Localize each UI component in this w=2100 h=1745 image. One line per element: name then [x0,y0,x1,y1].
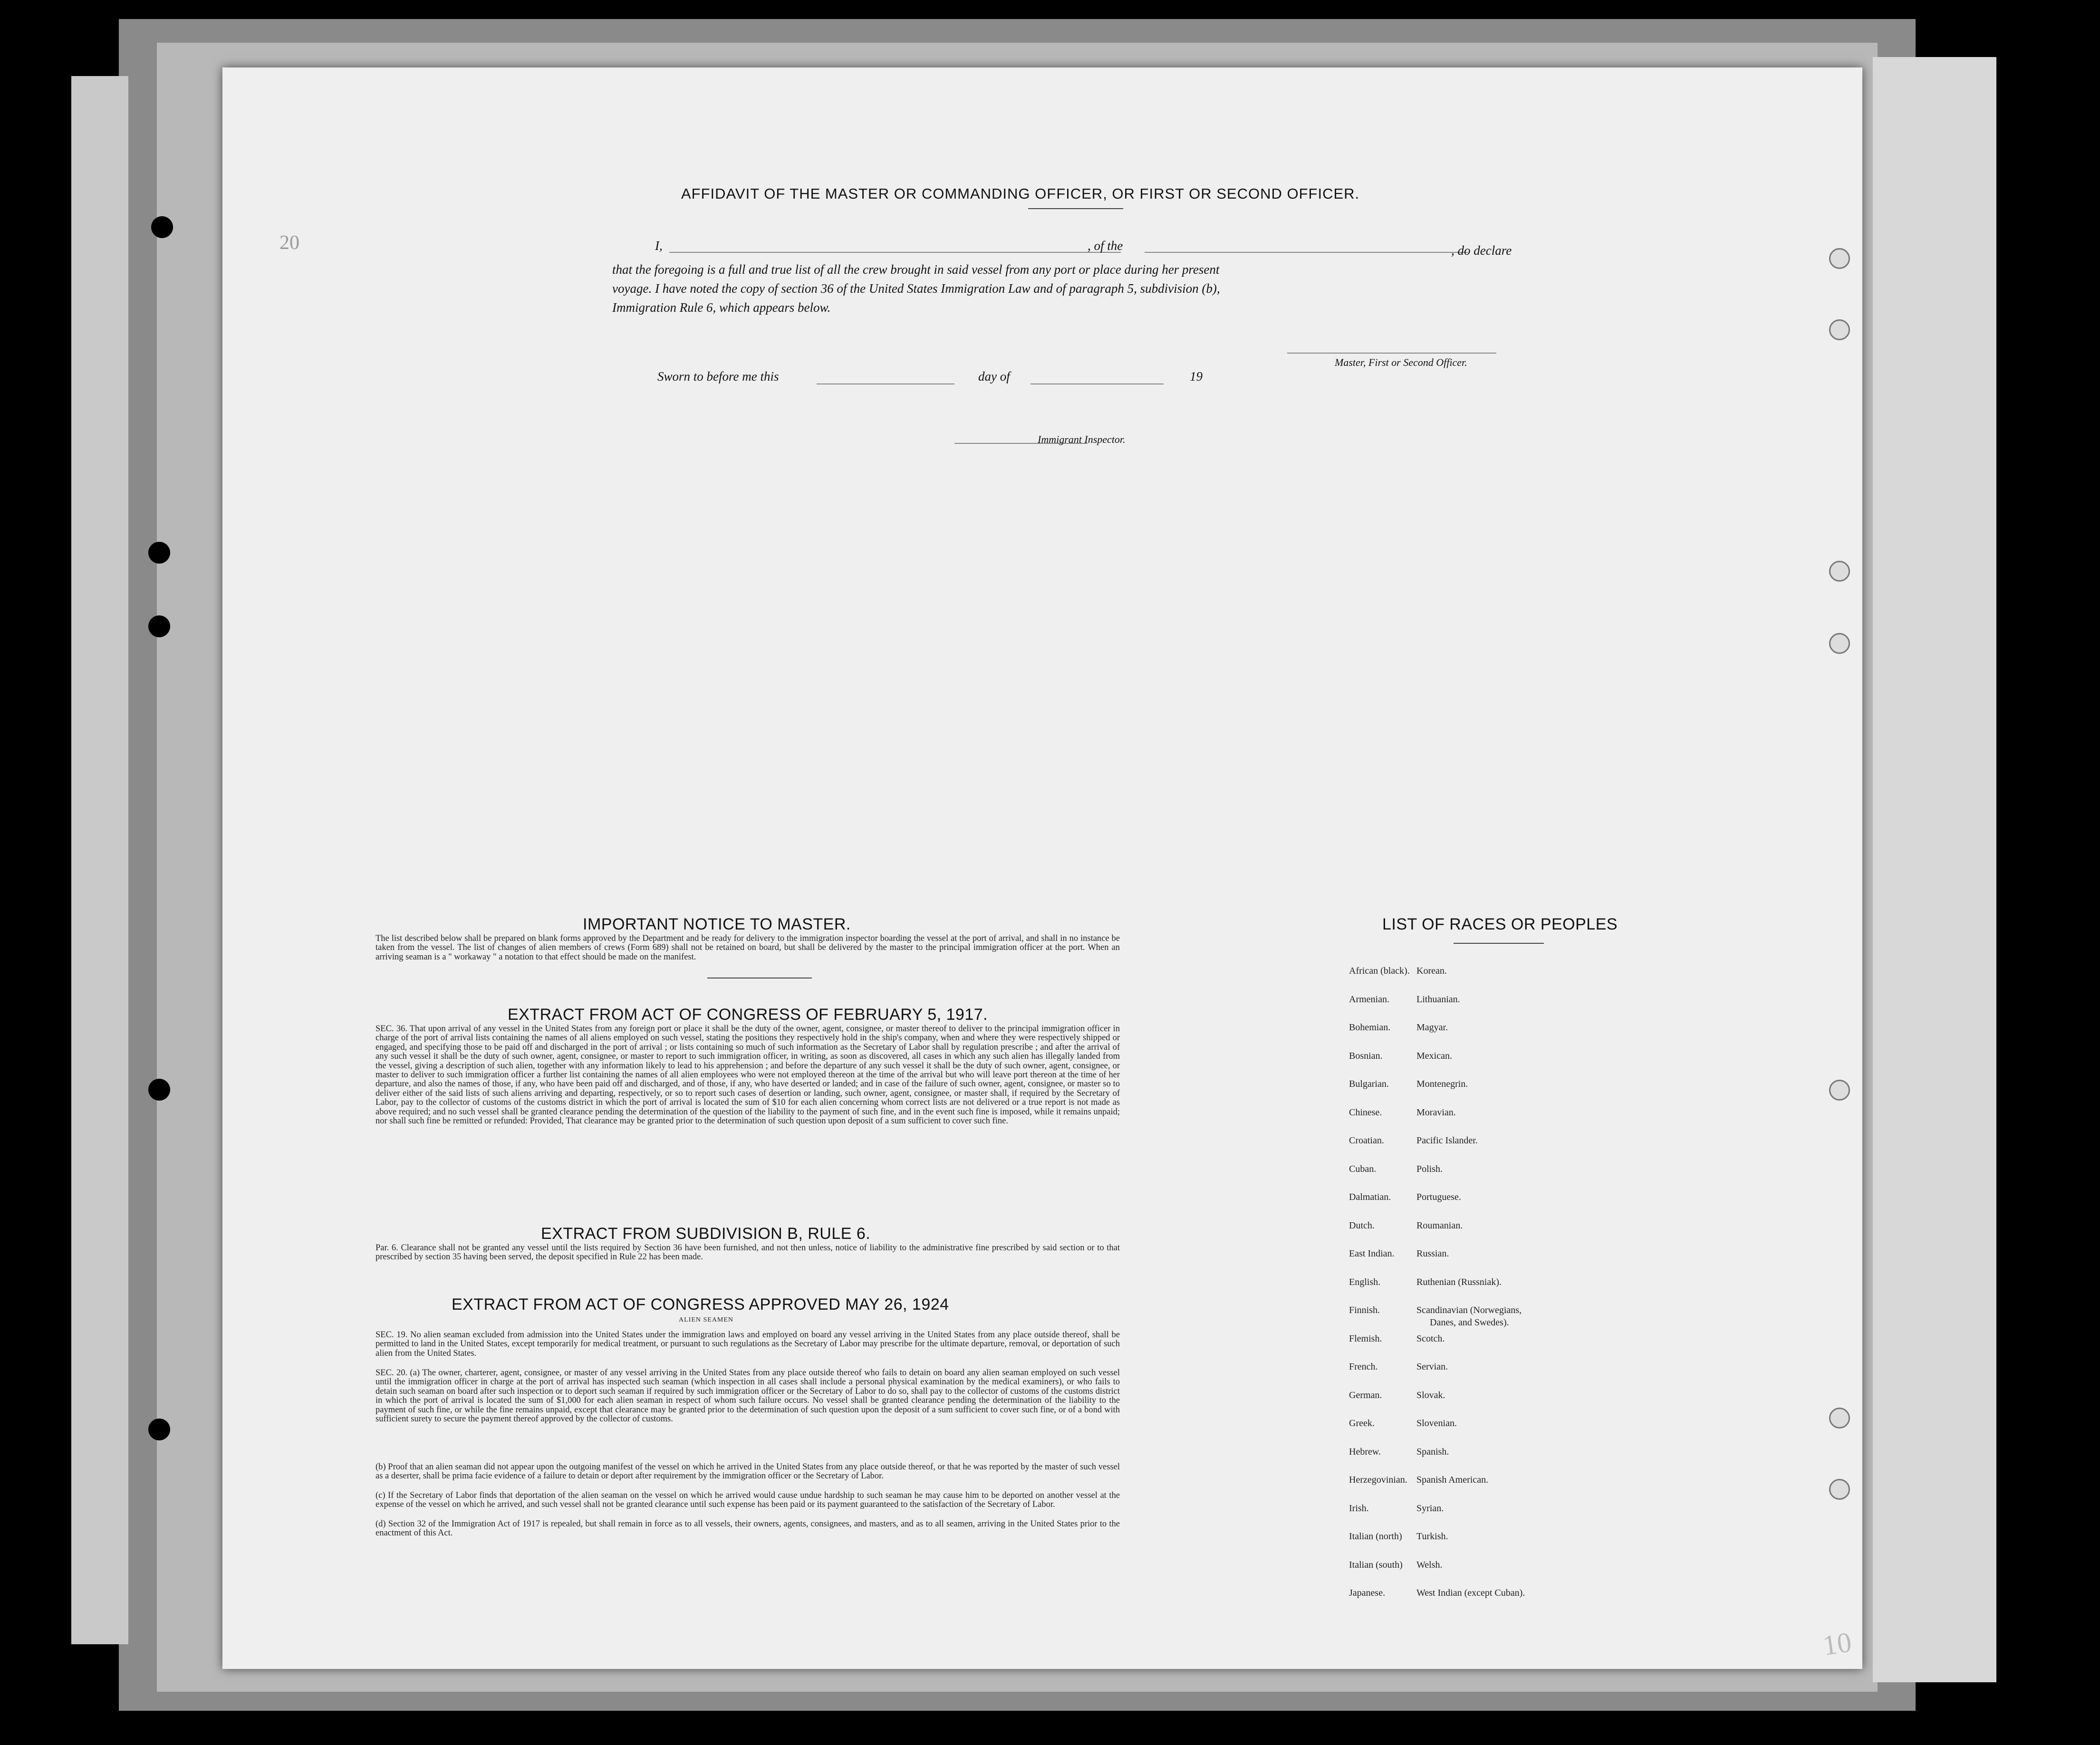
binder-hole [148,1079,170,1101]
race-item: West Indian (except Cuban). [1416,1588,1525,1598]
race-item: Chinese. [1349,1107,1382,1118]
race-item: Magyar. [1416,1022,1448,1033]
race-item: Bulgarian. [1349,1079,1389,1089]
race-item: Welsh. [1416,1559,1443,1570]
extract-1924-sec20d: (d) Section 32 of the Immigration Act of 1917 is repealed, but shall remain in force as to all vessels, their owners, agents, consignees, and masters, and as to all seamen, arriving in the United States prior to the enactment of this Act. [376,1519,1120,1538]
race-item: Danes, and Swedes). [1430,1317,1509,1328]
race-item: Cuban. [1349,1163,1377,1174]
binder-hole [148,542,170,564]
race-item: African (black). [1349,966,1410,976]
affidavit-line4: Immigration Rule 6, which appears below. [612,300,831,315]
punch-hole [1829,633,1850,654]
race-item: East Indian. [1349,1248,1395,1259]
race-item: English. [1349,1276,1381,1287]
punch-hole [1829,248,1850,269]
races-rule [1454,943,1544,944]
affidavit-line3: voyage. I have noted the copy of section 36 of the United States Immigration Law and of paragraph 5, subdivision (b), [612,281,1220,296]
race-item: Dalmatian. [1349,1192,1391,1202]
race-item: Flemish. [1349,1333,1382,1344]
punch-hole [1829,561,1850,582]
extract-1924-subtitle: ALIEN SEAMEN [679,1316,734,1323]
race-item: Irish. [1349,1503,1369,1514]
extract-1917-text: SEC. 36. That upon arrival of any vessel in the United States from any foreign port or place it shall be the duty of the owner, agent, consignee, or master thereof to deliver to the principal immigration officer in charge of the port of arrival lists containing the names of all aliens employed on such vessel, stating the positions they respectively hold in the ship's company, when and where they were respectively shipped or engaged, and specifying those to be paid off and discharged in the port of arrival ; or lists containing so much of such information as the Secretary of Labor shall by regulation prescribe ; and after the arrival of any such vessel it shall be the duty of such owner, agent, consignee, or master to report to such immigration officer, in writing, as soon as discovered, all cases in which any such alien has illegally landed from the vessel, giving a description of such alien, together with any information likely to lead to his apprehension ; and before the departure of any such vessel it shall be the duty of such owner, agent, consignee, or master to deliver to such immigration officer a further list containing the names of all alien employees who were not employed thereon at the time of the arrival but who will leave port thereon at the time of her departure, and also the names of those, if any, who have been paid off and discharged, and of those, if any, who have deserted or landed; and in case of the failure of such owner, agent, consignee, or master so to deliver either of the said lists of such aliens arriving and departing, respectively, or so to report such cases of desertion or landing, such owner, agent, consignee, or master shall, if required by the Secretary of Labor, pay to the collector of customs of the customs district in which the port of arrival is located the sum of $10 for each alien concerning whom correct lists are not delivered or a true report is not made as above required; and no such vessel shall be granted clearance pending the determination of the question of the liability to the payment of such fine, and in the event such fine is imposed, while it remains unpaid; nor shall such fine be remitted or refunded: Provided, That clearance may be granted prior to the determination of such question upon deposit of a sum sufficient to cover such fine. [376,1024,1120,1126]
race-item: Portuguese. [1416,1192,1461,1202]
race-item: German. [1349,1390,1382,1400]
notice-text: The list described below shall be prepared on blank forms approved by the Department and be ready for delivery to the immigration inspector boarding the vessel at the port of arrival, and shall in no instance be taken from the vessel. The list of changes of alien members of crews (Form 689) shall not be retained on board, but shall be delivered by the master to the principal immigration officer at the port. When an arriving seaman is a " workaway " a notation to that effect should be made on the manifest. [376,934,1120,962]
master-signature-line[interactable] [1287,353,1496,354]
race-item: Scotch. [1416,1333,1445,1344]
page-number: 20 [279,232,299,254]
year-text: 19 [1190,369,1203,384]
race-item: Polish. [1416,1163,1443,1174]
inspector-label: Immigrant Inspector. [1038,433,1126,445]
punch-hole [1829,1479,1850,1500]
affidavit-title: AFFIDAVIT OF THE MASTER OR COMMANDING OFFICER, OR FIRST OR SECOND OFFICER. [681,185,1360,202]
affidavit-line2: that the foregoing is a full and true list of all the crew brought in said vessel from any port or place during her present [612,262,1220,277]
race-item: Roumanian. [1416,1220,1463,1231]
race-item: Bosnian. [1349,1050,1383,1061]
extract-1924-sec20a: SEC. 20. (a) The owner, charterer, agent, consignee, or master of any vessel arriving in the United States from any place outside thereof who fails to detain on board any alien seaman employed on such vessel until the immigration officer in charge at the port of arrival has inspected such seaman (which inspection in all cases shall include a personal physical examination by the medical examiners), or who fails to detain such seaman on board after such inspection or to deport such seaman if required by such immigration officer or the Secretary of Labor to do so, shall pay to the collector of customs of the customs district in which the port of arrival is located the sum of $1,000 for each alien seaman in respect of whom such failure occurs. No vessel shall be granted clearance pending the determination of the liability to the payment of such fine, or while the fine remains unpaid, except that clearance may be granted prior to the determination of such question upon the deposit of a sum sufficient to cover such fine, or of a bond with sufficient surety to secure the payment thereof approved by the collector of customs. [376,1368,1120,1424]
race-item: Italian (south) [1349,1559,1403,1570]
race-item: Russian. [1416,1248,1449,1259]
rule6-text: Par. 6. Clearance shall not be granted any vessel until the lists required by Section 36 have been furnished, and not then unless, notice of liability to the administrative fine prescribed by said section or to that prescribed by section 35 having been served, the deposit specified in Rule 22 has been made. [376,1243,1120,1262]
extract-1917-title: EXTRACT FROM ACT OF CONGRESS OF FEBRUARY 5, 1917. [508,1006,988,1024]
affidavit-i: I, [655,239,663,253]
affidavit-of-the: , of the [1088,239,1123,253]
race-item: Finnish. [1349,1305,1380,1315]
race-item: Korean. [1416,966,1447,976]
races-title: LIST OF RACES OR PEOPLES [1382,915,1618,933]
sworn-text: Sworn to before me this [657,369,779,384]
race-item: Spanish. [1416,1446,1449,1457]
extract-1924-sec19: SEC. 19. No alien seaman excluded from admission into the United States under the immigration laws and employed on board any vessel arriving in the United States from any place outside thereof, shall be permitted to land in the United States, except temporarily for medical treatment, or pursuant to such regulations as the Secretary of Labor may prescribe for the ultimate departure, removal, or deportation of such alien from the United States. [376,1330,1120,1358]
notice-title: IMPORTANT NOTICE TO MASTER. [583,915,851,933]
race-item: Lithuanian. [1416,994,1460,1005]
vessel-field[interactable] [1145,252,1468,253]
race-item: Japanese. [1349,1588,1386,1598]
race-item: Servian. [1416,1361,1448,1372]
race-item: Dutch. [1349,1220,1375,1231]
race-item: Croatian. [1349,1135,1384,1146]
race-item: French. [1349,1361,1378,1372]
race-item: Greek. [1349,1418,1375,1429]
race-item: Bohemian. [1349,1022,1391,1033]
master-signature-label: Master, First or Second Officer. [1335,356,1467,368]
race-item: Armenian. [1349,994,1389,1005]
race-item: Italian (north) [1349,1531,1402,1542]
day-of-text: day of [978,369,1010,384]
form-page [222,67,1862,1669]
extract-1924-sec20b: (b) Proof that an alien seaman did not appear upon the outgoing manifest of the vessel on which he arrived in the United States from any place outside thereof, or that he was reported by the master of such vessel as a deserter, shall be prima facie evidence of a failure to detain or deport after requirement by the immigration officer or the Secretary of Labor. [376,1462,1120,1481]
race-item: Turkish. [1416,1531,1448,1542]
race-item: Spanish American. [1416,1475,1489,1485]
extract-1924-title: EXTRACT FROM ACT OF CONGRESS APPROVED MAY 26, 1924 [452,1295,949,1314]
binder-hole [148,615,170,637]
rule6-title: EXTRACT FROM SUBDIVISION B, RULE 6. [541,1225,871,1243]
binder-hole [148,1419,170,1440]
affidavit-declare: , do declare [1451,243,1512,258]
race-item: Scandinavian (Norwegians, [1416,1305,1522,1315]
race-item: Syrian. [1416,1503,1444,1514]
back-sheet-right [1873,57,1996,1682]
race-item: Slovak. [1416,1390,1445,1400]
corner-mark: 10 [1821,1626,1854,1661]
extract-1924-sec20c: (c) If the Secretary of Labor finds that deportation of the alien seaman on the vessel on which he arrived would cause undue hardship to such seaman he may cause him to be deported on another vessel at the expense of the vessel on which he arrived, and such vessel shall not be granted clearance until such expense has been paid or its payment guaranteed to the satisfaction of the Secretary of Labor. [376,1491,1120,1510]
race-item: Herzegovinian. [1349,1475,1407,1485]
race-item: Slovenian. [1416,1418,1457,1429]
punch-hole [1829,319,1850,340]
punch-hole [1829,1080,1850,1101]
punch-hole [1829,1408,1850,1429]
race-item: Moravian. [1416,1107,1456,1118]
binder-hole [151,216,173,238]
race-item: Mexican. [1416,1050,1452,1061]
race-item: Pacific Islander. [1416,1135,1478,1146]
race-item: Montenegrin. [1416,1079,1468,1089]
race-item: Ruthenian (Russniak). [1416,1276,1502,1287]
race-item: Hebrew. [1349,1446,1381,1457]
back-sheet-strip [71,76,128,1644]
name-field[interactable] [669,252,1121,253]
title-rule [1028,208,1123,209]
